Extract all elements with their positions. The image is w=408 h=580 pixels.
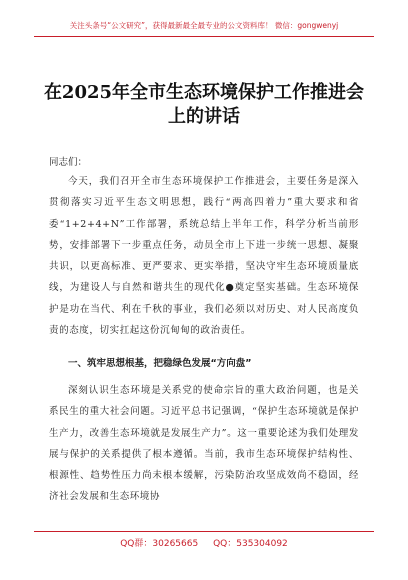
document-title: 在2025年全市生态环境保护工作推进会上的讲话 — [43, 82, 365, 127]
footer-qq-group: QQ群：30265665 — [120, 539, 199, 549]
salutation: 同志们： — [49, 157, 88, 168]
footer — [0, 536, 408, 549]
footer-qq: QQ：535304092 — [213, 539, 288, 549]
body-paragraph-2: 深刻认识生态环境是关系党的使命宗旨的重大政治问题，也是关系民生的重大社会问题。习近平总书记强调，“保护生态环境就是保护生产力，改善生态环境就是发展生产力”。这一重要论述为我们处理发展与保护的关系提供了根本遵循。当前，我市生态环境保护结构性、根源性、趋势性压力尚未根本缓解，污染防治攻坚成效尚不稳固，经济社会发展和生态环境协 — [49, 385, 359, 503]
body-paragraph-1: 今天，我们召开全市生态环境保护工作推进会，主要任务是深入贯彻落实习近平生态文明思想，践行“两高四着力”重大要求和省委“1+2+4+N”工作部署，系统总结上半年工作，科学分析当前形势，安排部署下一步重点任务，动员全市上下进一步统一思想、凝聚共识，以更高标准、更严要求、更实举措，坚决守牢生态环境质量底线，为建设人与自然和谐共生的现代化●奠定坚实基础。生态环境保护是功在当代、利在千秋的事业，我们必须以对历史、对人民高度负责的态度，切实扛起这份沉甸甸的政治责任。 — [49, 176, 359, 337]
header-divider — [34, 36, 374, 37]
section-heading-1: 一、筑牢思想根基，把稳绿色发展“方向盘” — [68, 358, 252, 369]
header-promo-text: 关注头条号“公文研究”，获得最新最全最专业的公文资料库！ 微信：gongwenyj — [69, 21, 339, 30]
footer-divider — [34, 531, 374, 532]
